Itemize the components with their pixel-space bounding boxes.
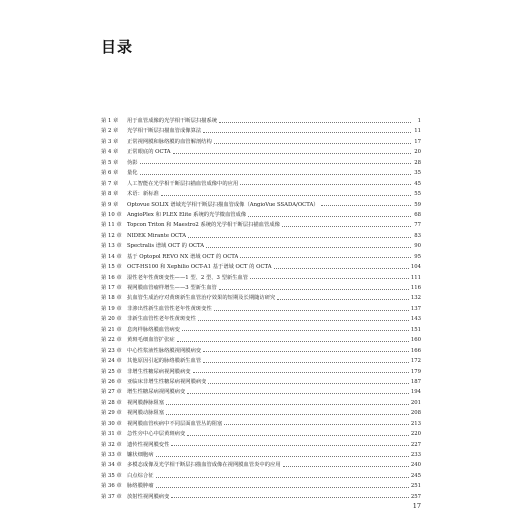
toc-entry [101, 210, 421, 220]
toc-entry [101, 179, 421, 189]
toc-dot-leader [283, 466, 409, 467]
toc-entry [101, 429, 421, 439]
toc-dot-leader [161, 195, 411, 196]
toc-page-number: 95 [414, 253, 421, 260]
toc-dot-leader [248, 216, 411, 217]
toc-page-number: 90 [414, 243, 421, 250]
toc-dot-leader [177, 341, 409, 342]
toc-chapter-label: 第 17 章 [101, 285, 122, 291]
toc-entry [101, 335, 421, 345]
toc-chapter-title: 湿性老年性黄斑变性——1 型、2 型、3 型新生血管 [127, 274, 249, 281]
toc-dot-leader [203, 132, 411, 133]
toc-entry [101, 346, 421, 356]
page-title: 目录 [101, 38, 134, 56]
toc-page-number: 45 [414, 180, 421, 187]
toc-dot-leader [203, 362, 409, 363]
toc-dot-leader [140, 163, 411, 164]
toc-entry [101, 168, 421, 178]
toc-dot-leader [166, 414, 409, 415]
toc-entry [101, 158, 421, 168]
toc-page-number: 208 [410, 410, 421, 417]
toc-chapter-title: 用于血管成像的光学相干断层扫描系统 [127, 118, 218, 124]
toc-page-number: 111 [410, 274, 421, 281]
toc-page-number: 137 [410, 305, 421, 312]
toc-chapter-label: 第 27 章 [101, 389, 122, 396]
toc-entry [101, 231, 421, 241]
toc-dot-leader [277, 299, 409, 300]
toc-dot-leader [274, 268, 409, 269]
toc-entry [101, 200, 421, 210]
toc-chapter-label: 第 18 章 [101, 295, 122, 302]
toc-chapter-label: 第 23 章 [101, 347, 122, 354]
toc-chapter-title: 增生性糖尿病视网膜病变 [127, 389, 186, 396]
toc-chapter-label: 第 25 章 [101, 368, 122, 375]
toc-chapter-label: 第 19 章 [101, 305, 122, 312]
toc-chapter-title: 人工智能在光学相干断层扫描血管成像中的应用 [127, 180, 239, 187]
toc-chapter-title: 抗血管生成治疗对黄斑新生血管治疗效果的短期及长期随访研究 [127, 295, 276, 302]
toc-page-number: 11 [414, 128, 421, 135]
toc-dot-leader [203, 351, 409, 352]
toc-chapter-label: 第 21 章 [101, 326, 122, 333]
toc-chapter-title: 镰状细胞病 [127, 452, 154, 458]
toc-chapter-title: 正常眼底的 OCTA [127, 149, 171, 156]
page-number: 17 [412, 502, 421, 510]
toc-chapter-label: 第 6 章 [101, 170, 119, 177]
toc-chapter-title: 放射性视网膜病变 [127, 493, 170, 500]
toc-page-number: 55 [414, 191, 421, 198]
toc-chapter-title: 其他原因引起的脉络膜新生血管 [127, 358, 202, 365]
toc-entry [101, 252, 421, 262]
toc-entry [101, 293, 421, 303]
table-of-contents [101, 116, 421, 502]
toc-chapter-title: 正常视网膜和脉络膜的血管解剖结构 [127, 138, 212, 145]
toc-chapter-label: 第 11 章 [101, 222, 122, 229]
toc-chapter-title: NIDEK Mirante OCTA [127, 232, 187, 239]
toc-chapter-label: 第 37 章 [101, 493, 122, 500]
toc-chapter-label: 第 32 章 [101, 441, 122, 448]
toc-chapter-title: 非增生性糖尿病视网膜病变 [127, 368, 191, 375]
toc-entry [101, 471, 421, 481]
toc-dot-leader [156, 477, 409, 478]
toc-page-number: 166 [410, 347, 421, 354]
toc-page-number: 245 [410, 472, 421, 479]
toc-page-number: 213 [410, 420, 421, 427]
toc-page-number: 187 [410, 378, 421, 385]
toc-entry [101, 356, 421, 366]
toc-chapter-label: 第 33 章 [101, 452, 122, 458]
toc-dot-leader [171, 445, 408, 446]
toc-chapter-label: 第 13 章 [101, 243, 122, 250]
toc-chapter-title: OCT-HS100 和 Xephilio OCT-A1 基于谱域 OCT 的 OCTA [127, 264, 272, 271]
toc-page-number: 59 [414, 201, 421, 208]
toc-chapter-title: 伪影 [127, 159, 138, 166]
toc-chapter-title: 急性旁中心中层黄斑病变 [127, 431, 186, 438]
toc-page-number: 172 [410, 358, 421, 365]
toc-chapter-label: 第 7 章 [101, 180, 119, 187]
toc-chapter-label: 第 4 章 [101, 149, 119, 156]
toc-entry [101, 220, 421, 230]
toc-page-number: 151 [410, 326, 421, 333]
toc-dot-leader [171, 497, 408, 498]
toc-chapter-title: 非新生血管性老年性黄斑变性 [127, 316, 196, 323]
toc-dot-leader [188, 237, 411, 238]
toc-page-number: 227 [410, 441, 421, 448]
toc-entry [101, 273, 421, 283]
toc-dot-leader [206, 247, 411, 248]
toc-chapter-label: 第 8 章 [101, 191, 119, 198]
toc-dot-leader [224, 424, 409, 425]
toc-page-number: 160 [410, 337, 421, 344]
toc-chapter-label: 第 15 章 [101, 264, 122, 271]
toc-dot-leader [219, 122, 411, 123]
toc-chapter-title: 视网膜动脉阻塞 [127, 410, 165, 417]
toc-entry [101, 283, 421, 293]
toc-dot-leader [173, 153, 411, 154]
toc-page-number: 17 [414, 138, 421, 145]
toc-dot-leader [187, 435, 409, 436]
toc-chapter-title: 遗传性视网膜变性 [127, 441, 170, 448]
toc-page-number: 132 [410, 295, 421, 302]
toc-page-number: 83 [414, 232, 421, 239]
toc-entry [101, 460, 421, 470]
toc-page-number: 233 [410, 452, 421, 458]
toc-page-number: 68 [414, 211, 421, 218]
toc-page-number: 201 [410, 399, 421, 406]
toc-chapter-label: 第 34 章 [101, 462, 122, 469]
toc-dot-leader [182, 330, 409, 331]
toc-entry [101, 492, 421, 502]
toc-entry [101, 408, 421, 418]
toc-chapter-title: 基于 Optopol REVO NX 谱域 OCT 的 OCTA [127, 253, 239, 260]
toc-entry [101, 450, 421, 460]
toc-chapter-title: 黄斑毛细血管扩张症 [127, 337, 175, 344]
toc-chapter-label: 第 28 章 [101, 399, 122, 406]
toc-chapter-label: 第 16 章 [101, 274, 122, 281]
toc-dot-leader [187, 393, 409, 394]
toc-entry [101, 367, 421, 377]
toc-page-number: 20 [414, 149, 421, 156]
toc-chapter-title: 视网膜静脉阻塞 [127, 399, 165, 406]
toc-entry [101, 419, 421, 429]
toc-entry [101, 189, 421, 199]
toc-chapter-label: 第 24 章 [101, 358, 122, 365]
toc-entry [101, 241, 421, 251]
toc-chapter-label: 第 1 章 [101, 118, 119, 124]
toc-dot-leader [156, 456, 409, 457]
toc-chapter-title: 光学相干断层扫描血管成像算法 [127, 128, 202, 135]
toc-chapter-label: 第 20 章 [101, 316, 122, 323]
toc-chapter-title: 中心性浆液性脉络膜视网膜病变 [127, 347, 202, 354]
toc-chapter-title: 脉络膜肿瘤 [127, 483, 154, 490]
toc-entry [101, 314, 421, 324]
toc-dot-leader [282, 226, 411, 227]
toc-dot-leader [193, 372, 409, 373]
toc-entry [101, 137, 421, 147]
toc-entry [101, 147, 421, 157]
toc-page-number: 35 [414, 170, 421, 177]
toc-chapter-title: 量化 [127, 170, 138, 177]
toc-dot-leader [166, 404, 409, 405]
toc-chapter-title: Spectralis 谱域 OCT 的 OCTA [127, 243, 205, 250]
toc-page-number: 77 [414, 222, 421, 229]
toc-page-number: 220 [410, 431, 421, 438]
toc-dot-leader [240, 184, 411, 185]
toc-chapter-label: 第 35 章 [101, 472, 122, 479]
toc-chapter-title: 视网膜血管瘤样增生——3 型新生血管 [127, 285, 217, 291]
toc-chapter-label: 第 26 章 [101, 378, 122, 385]
toc-page-number: 1 [417, 118, 421, 124]
toc-chapter-label: 第 12 章 [101, 232, 122, 239]
toc-entry [101, 126, 421, 136]
toc-chapter-title: 亚临床非增生性糖尿病视网膜病变 [127, 378, 207, 385]
toc-page-number: 257 [410, 493, 421, 500]
toc-chapter-label: 第 3 章 [101, 138, 119, 145]
toc-chapter-label: 第 9 章 [101, 201, 119, 208]
toc-entry [101, 387, 421, 397]
toc-chapter-title: 白点综合征 [127, 472, 154, 479]
toc-chapter-title: 非渗出性新生血管性老年性黄斑变性 [127, 305, 212, 312]
toc-page-number: 251 [410, 483, 421, 490]
toc-chapter-title: 视网膜血管疾病中不同层面血管丛的阻塞 [127, 420, 223, 427]
toc-entry [101, 377, 421, 387]
toc-entry [101, 262, 421, 272]
toc-page-number: 179 [410, 368, 421, 375]
toc-chapter-label: 第 5 章 [101, 159, 119, 166]
toc-dot-leader [208, 383, 408, 384]
toc-chapter-label: 第 2 章 [101, 128, 119, 135]
toc-page-number: 116 [410, 285, 421, 291]
toc-page-number: 28 [414, 159, 421, 166]
toc-chapter-label: 第 31 章 [101, 431, 122, 438]
toc-entry [101, 304, 421, 314]
toc-chapter-title: 息肉样脉络膜血管病变 [127, 326, 180, 333]
toc-entry [101, 325, 421, 335]
toc-chapter-label: 第 22 章 [101, 337, 122, 344]
toc-entry [101, 116, 421, 126]
toc-dot-leader [219, 289, 409, 290]
toc-page-number: 240 [410, 462, 421, 469]
toc-dot-leader [240, 257, 411, 258]
toc-dot-leader [321, 205, 411, 206]
toc-dot-leader [156, 487, 409, 488]
toc-page-number: 143 [410, 316, 421, 323]
toc-chapter-title: Optovue SOLIX 谱域光学相干断层扫描血管成像（AngioVue SSADA/OCTA） [127, 201, 319, 208]
toc-chapter-label: 第 30 章 [101, 420, 122, 427]
toc-page-number: 194 [410, 389, 421, 396]
toc-chapter-title: AngioPlex 和 PLEX Elite 系统的光学微血管成像 [127, 211, 247, 218]
toc-chapter-title: Topcon Triton 和 Maestro2 系统的光学相干断层扫描血管成像 [127, 222, 280, 229]
toc-dot-leader [214, 143, 411, 144]
toc-chapter-title: 多模态成像及光学相干断层扫描血管成像在视网膜血管炎中的应用 [127, 462, 281, 469]
toc-dot-leader [140, 174, 411, 175]
toc-chapter-label: 第 29 章 [101, 410, 122, 417]
toc-dot-leader [198, 320, 409, 321]
toc-chapter-title: 术语：新标准 [127, 191, 159, 198]
toc-entry [101, 440, 421, 450]
toc-entry [101, 481, 421, 491]
toc-chapter-label: 第 10 章 [101, 211, 122, 218]
toc-entry [101, 398, 421, 408]
toc-dot-leader [250, 278, 409, 279]
toc-page-number: 104 [410, 264, 421, 271]
toc-chapter-label: 第 36 章 [101, 483, 122, 490]
toc-dot-leader [214, 310, 409, 311]
toc-chapter-label: 第 14 章 [101, 253, 122, 260]
